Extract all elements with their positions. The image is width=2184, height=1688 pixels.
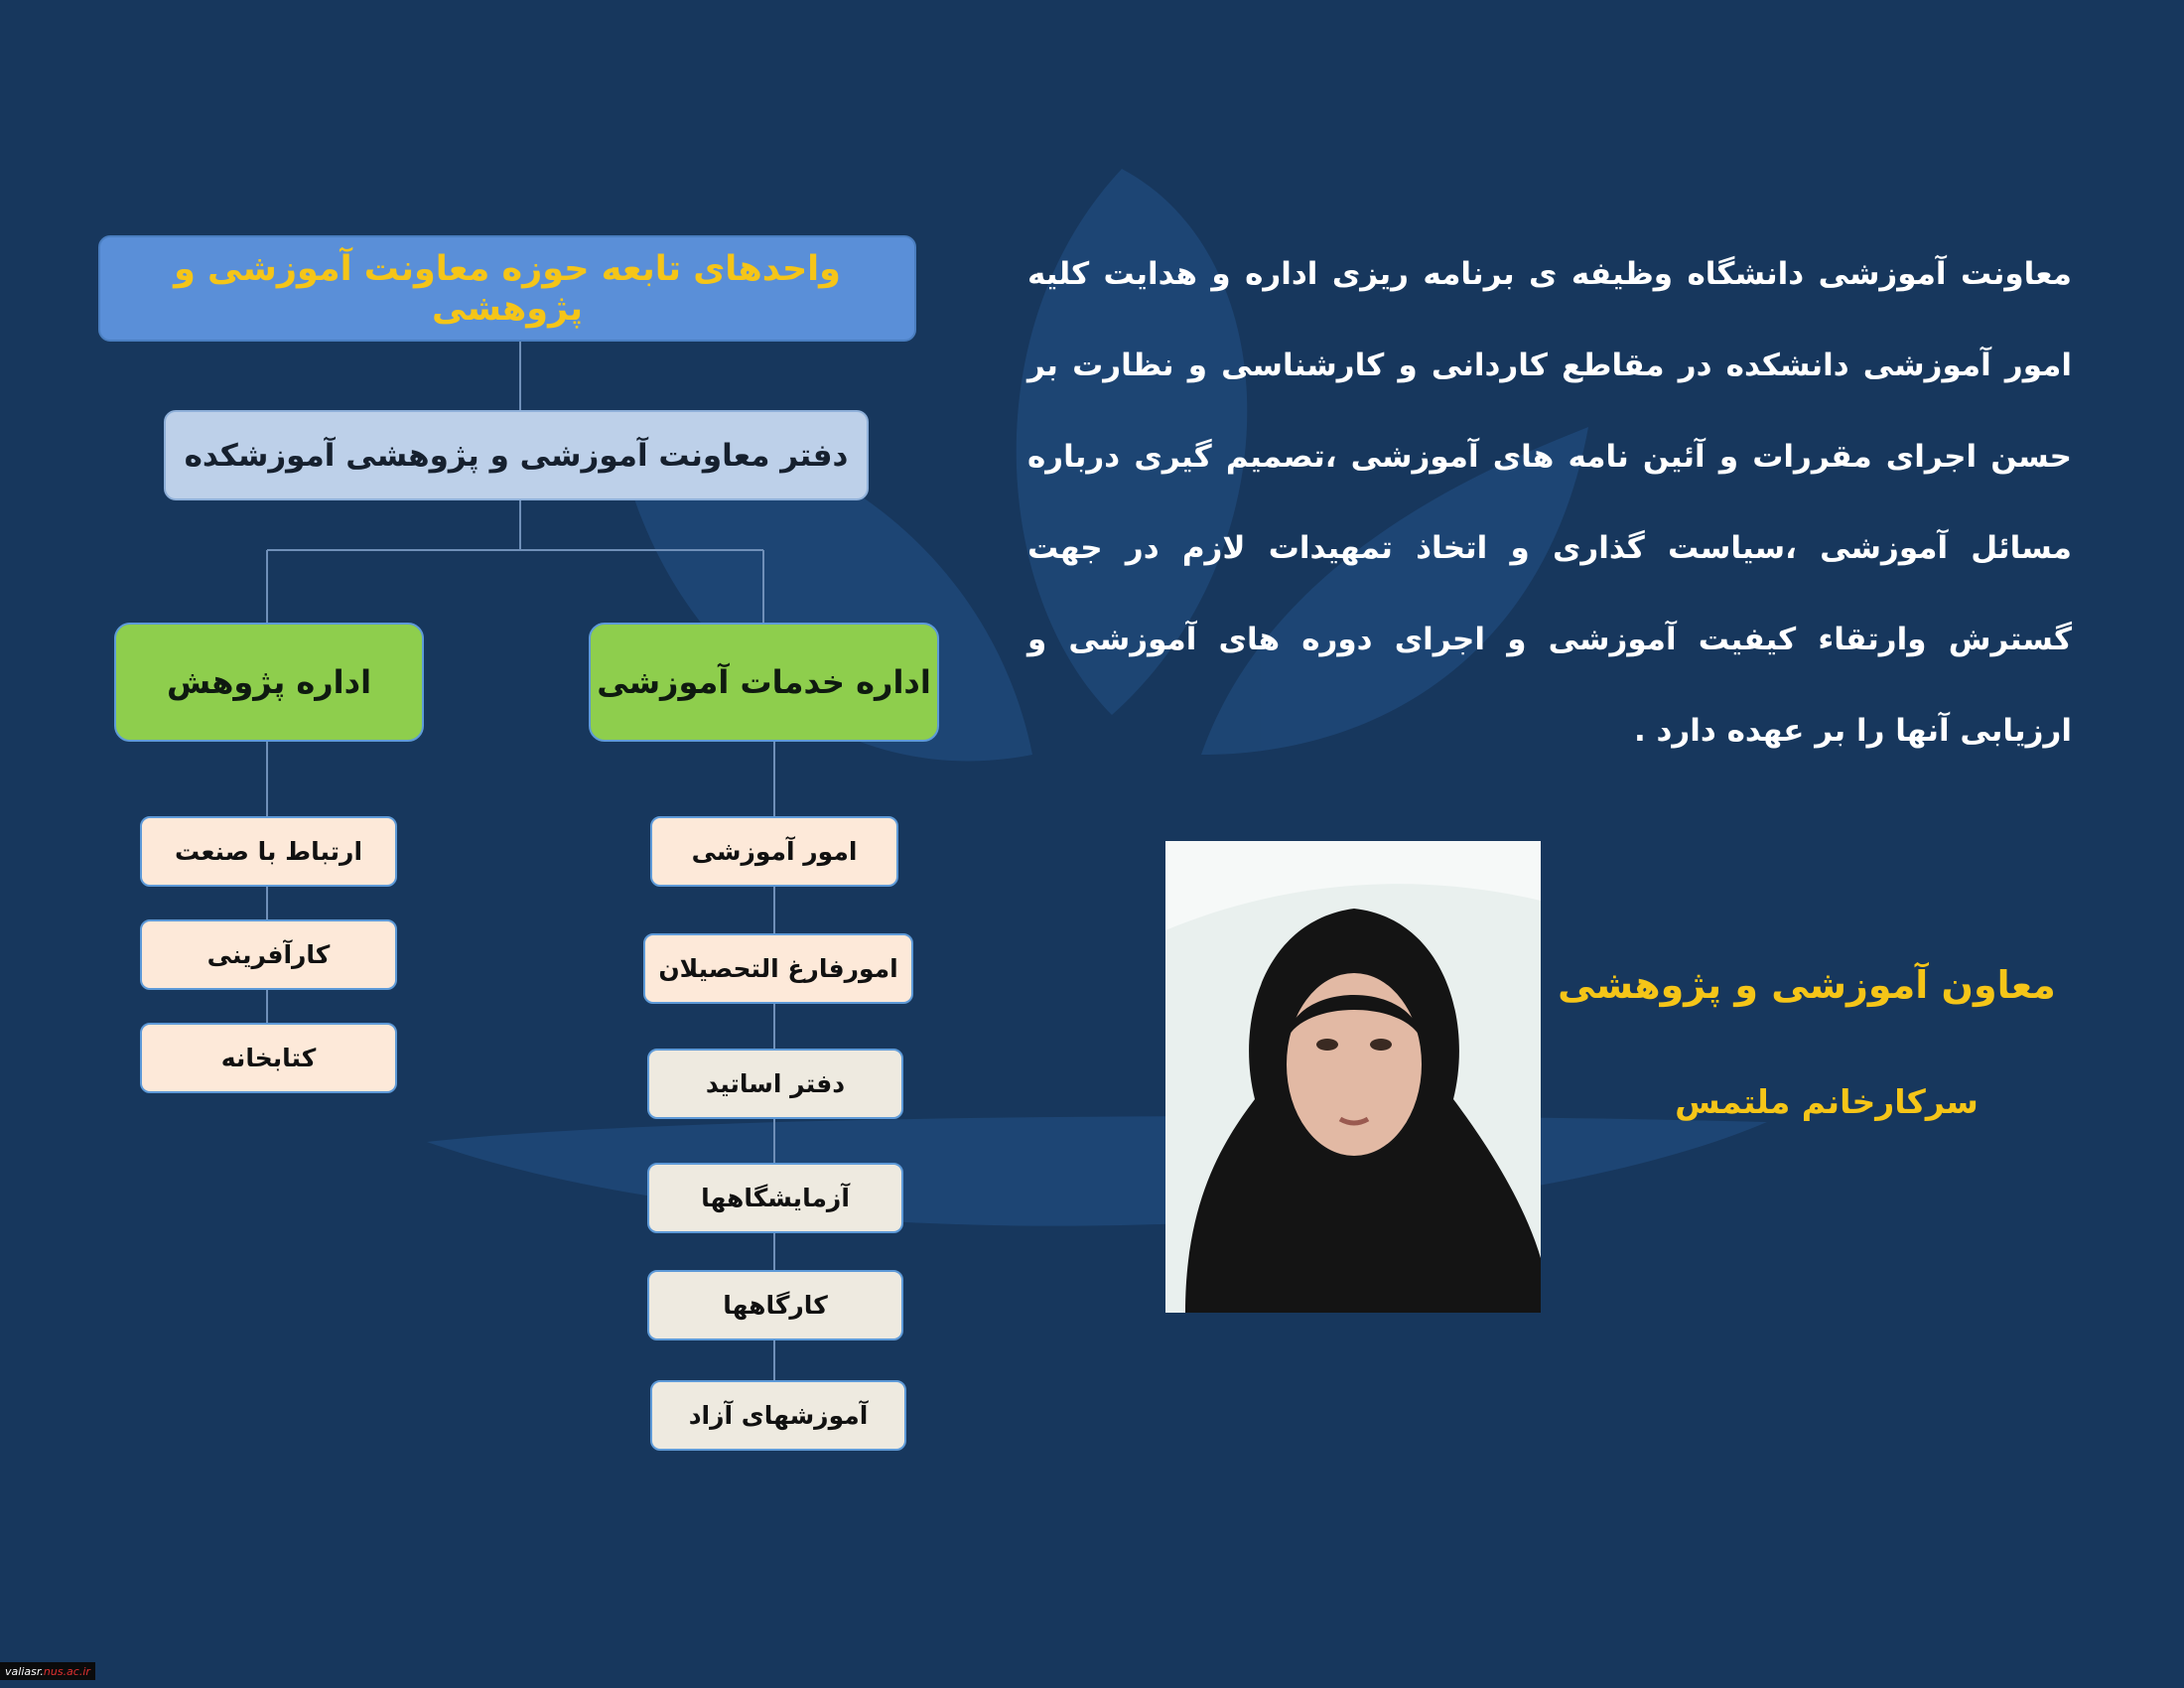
credit-prefix: valiasr. [5,1664,44,1678]
unit-box: امورفارغ التحصیلان [643,933,913,1004]
unit-box: آزمایشگاهها [647,1163,903,1233]
department-research: اداره پژوهش [114,623,424,742]
office-box: دفتر معاونت آموزشی و پژوهشی آموزشکده [164,410,869,500]
unit-box: امور آموزشی [650,816,898,887]
unit-box: کتابخانه [140,1023,397,1093]
unit-box: کارآفرینی [140,919,397,990]
unit-box: دفتر اساتید [647,1049,903,1119]
profile-role: معاون آموزشی و پژوهشی [1558,963,2056,1007]
description-text: معاونت آموزشی دانشگاه وظیفه ی برنامه ریزی اداره و هدایت کلیه امور آموزشی دانشکده در مقاطع کاردانی و کارشناسی و نظارت بر حسن اجرای مقررات و آئین نامه های آموزشی ،تصمیم گیری درباره مسائل آموزشی ،سیاست گذاری و اتخاذ تمهیدات لازم در جهت گسترش وارتقاء کیفیت آموزشی و اجرای دوره های آموزشی و ارزیابی آنها را بر عهده دارد . [1027,256,2072,749]
profile-photo [1165,841,1541,1313]
department-educational-services: اداره خدمات آموزشی [589,623,939,742]
credit-suffix: nus.ac.ir [43,1664,90,1678]
unit-box: ارتباط با صنعت [140,816,397,887]
chart-title: واحدهای تابعه حوزه معاونت آموزشی و پژوهشی [98,235,916,342]
unit-box: آموزشهای آزاد [650,1380,906,1451]
profile-name: سرکارخانم ملتمس [1675,1082,1979,1121]
portrait-icon [1165,841,1541,1313]
unit-box: کارگاهها [647,1270,903,1340]
site-credit [0,1662,95,1680]
